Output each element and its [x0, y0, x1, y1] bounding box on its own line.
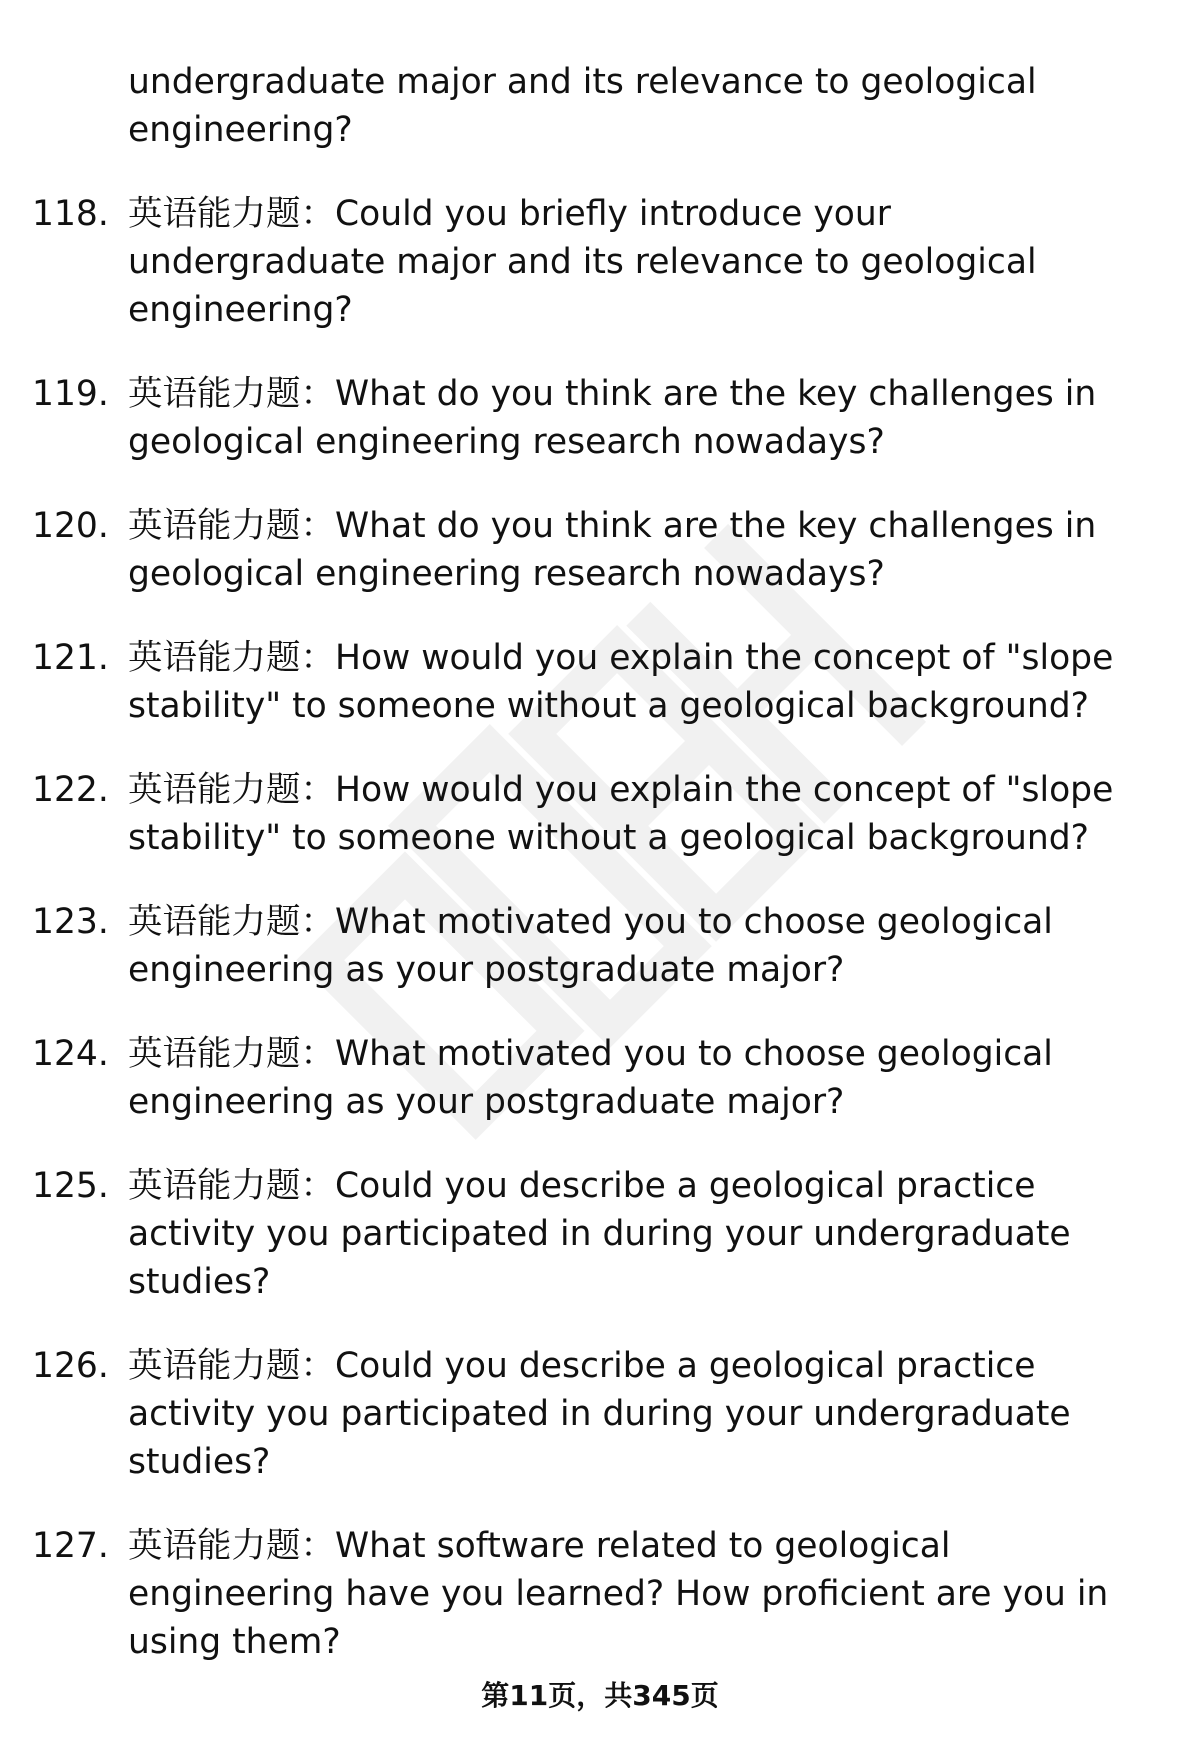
question-item	[0, 1342, 1200, 1486]
question-category-label: 英语能力题：	[128, 1034, 335, 1074]
question-body	[128, 370, 1128, 466]
question-category-label: 英语能力题：	[128, 1166, 335, 1206]
question-number: 119.	[32, 374, 109, 414]
question-list	[0, 190, 1200, 1666]
question-category-label: 英语能力题：	[128, 902, 335, 942]
question-text: Could you briefly introduce your undergraduate major and its relevance to geological engineering?	[128, 194, 1037, 330]
question-item	[0, 1162, 1200, 1306]
question-category-label: 英语能力题：	[128, 194, 335, 234]
question-item	[0, 1030, 1200, 1126]
question-item	[0, 898, 1200, 994]
question-body	[128, 190, 1128, 334]
question-text: What software related to geological engineering have you learned? How proficient are you in using them?	[128, 1526, 1109, 1662]
question-item	[0, 370, 1200, 466]
question-category-label: 英语能力题：	[128, 506, 335, 546]
question-number: 126.	[32, 1346, 109, 1386]
question-number: 127.	[32, 1526, 109, 1566]
question-number: 120.	[32, 506, 109, 546]
question-text: How would you explain the concept of "slope stability" to someone without a geological background?	[128, 770, 1114, 858]
question-number: 121.	[32, 638, 109, 678]
question-body	[128, 1522, 1128, 1666]
question-category-label: 英语能力题：	[128, 374, 335, 414]
question-category-label: 英语能力题：	[128, 770, 335, 810]
question-body	[128, 766, 1128, 862]
question-text: What motivated you to choose geological engineering as your postgraduate major?	[128, 1034, 1053, 1122]
question-text: Could you describe a geological practice activity you participated in during your undergraduate studies?	[128, 1346, 1071, 1482]
question-number: 124.	[32, 1034, 109, 1074]
question-number: 125.	[32, 1166, 109, 1206]
question-body	[128, 502, 1128, 598]
question-body	[128, 1162, 1128, 1306]
question-item	[0, 1522, 1200, 1666]
question-text: What do you think are the key challenges in geological engineering research nowadays?	[128, 374, 1097, 462]
question-text: Could you describe a geological practice activity you participated in during your undergraduate studies?	[128, 1166, 1071, 1302]
question-category-label: 英语能力题：	[128, 1526, 335, 1566]
question-item	[0, 502, 1200, 598]
question-number: 123.	[32, 902, 109, 942]
question-number: 122.	[32, 770, 109, 810]
page-content	[0, 58, 1200, 1702]
question-item	[0, 190, 1200, 334]
question-item	[0, 766, 1200, 862]
question-text: How would you explain the concept of "slope stability" to someone without a geological background?	[128, 638, 1114, 726]
question-body	[128, 1030, 1128, 1126]
question-text: What motivated you to choose geological engineering as your postgraduate major?	[128, 902, 1053, 990]
continued-question-text: undergraduate major and its relevance to geological engineering?	[128, 62, 1037, 150]
question-text: What do you think are the key challenges in geological engineering research nowadays?	[128, 506, 1097, 594]
question-item	[0, 634, 1200, 730]
page-footer: 第11页，共345页	[481, 1679, 719, 1712]
question-number: 118.	[32, 194, 109, 234]
question-category-label: 英语能力题：	[128, 638, 335, 678]
question-body	[128, 1342, 1128, 1486]
question-category-label: 英语能力题：	[128, 1346, 335, 1386]
question-body	[128, 898, 1128, 994]
question-body	[128, 634, 1128, 730]
